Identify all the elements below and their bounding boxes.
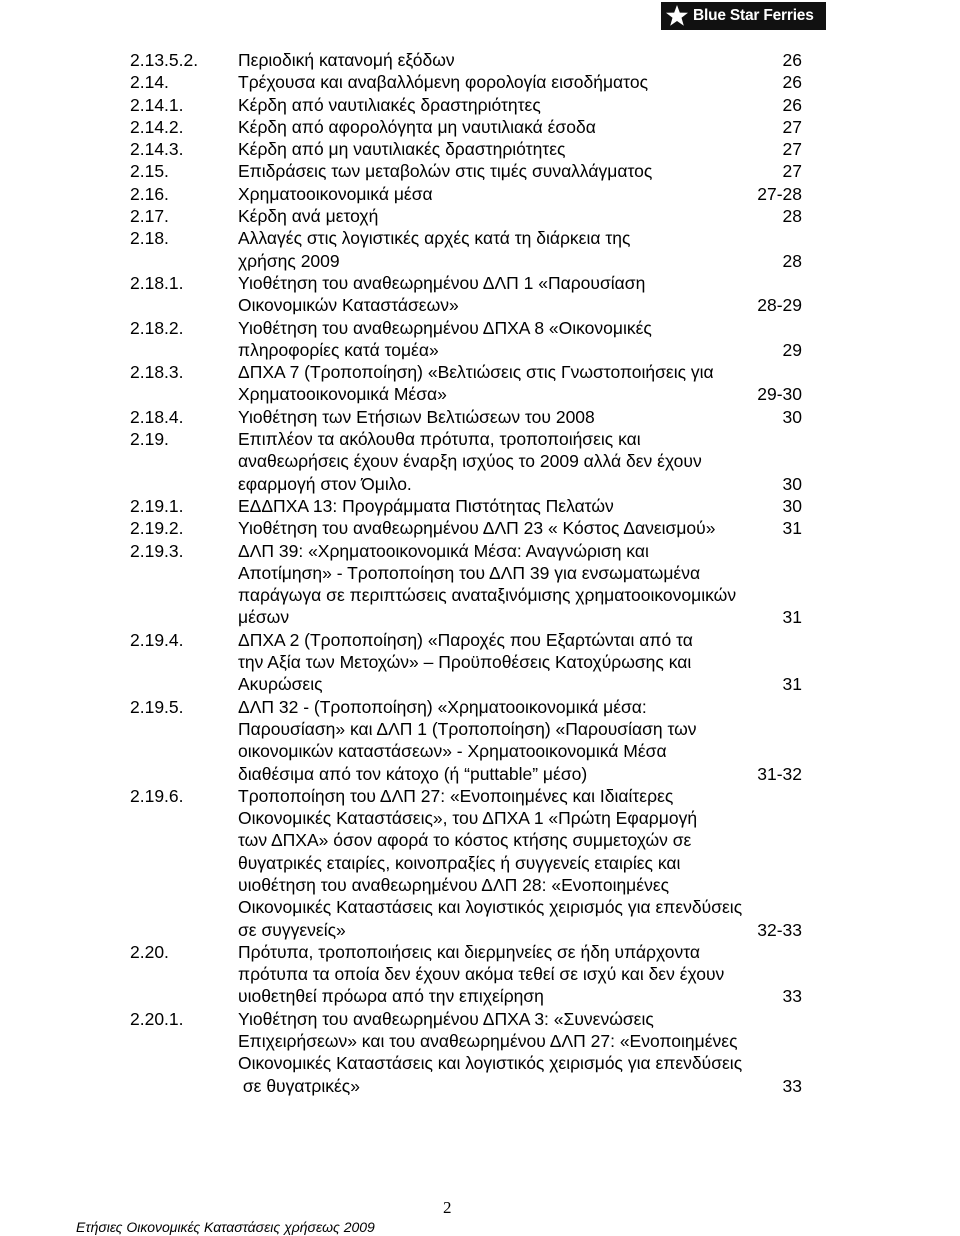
toc-entry-line [238, 606, 802, 628]
toc-entry-line [238, 584, 802, 606]
toc-entry [130, 183, 802, 205]
toc-entry [130, 205, 802, 227]
toc-entry-line [238, 963, 802, 985]
toc-entry-line [238, 1030, 802, 1052]
toc-entry-title: Υιοθέτηση του αναθεωρημένου ΔΛΠ 23 « Κόστος Δανεισμού» [238, 518, 716, 539]
toc-entry-page: 26 [782, 50, 802, 70]
toc-entry-line [238, 874, 802, 896]
toc-entry-line [238, 250, 802, 272]
toc-entry-page: 27 [782, 139, 802, 160]
toc-entry [130, 361, 802, 406]
toc-entry-line [238, 94, 802, 116]
toc-entry-line [238, 450, 802, 472]
toc-entry-line [238, 49, 802, 71]
toc-entry-title: Κέρδη από μη ναυτιλιακές δραστηριότητες [238, 139, 566, 160]
toc-entry-line [238, 227, 802, 249]
toc-entry [130, 317, 802, 362]
toc-entry-page: 31 [782, 674, 802, 695]
toc-entry-title: Οικονομικών Καταστάσεων» [238, 295, 459, 316]
toc-entry-title: υιοθέτηση του αναθεωρημένου ΔΛΠ 28: «Ενοποιημένες [238, 874, 670, 895]
toc-entry-line [238, 205, 802, 227]
toc-entry-body [238, 406, 802, 428]
toc-entry [130, 629, 802, 696]
toc-entry-line [238, 361, 802, 383]
toc-entry-title: υιοθετηθεί πρόωρα από την επιχείρηση [238, 986, 544, 1007]
toc-entry-title: Οικονομικές Καταστάσεις και λογιστικός χειρισμός για επενδύσεις [238, 897, 743, 918]
toc-entry-line [238, 138, 802, 160]
toc-entry-body [238, 160, 802, 182]
toc-entry-number: 2.18.1. [130, 272, 184, 293]
toc-entry-line [238, 785, 802, 807]
toc-entry-page: 33 [782, 986, 802, 1007]
toc-entry-number: 2.19. [130, 429, 169, 450]
toc-entry-number: 2.19.5. [130, 696, 184, 717]
toc-entry-body [238, 317, 802, 362]
toc-entry [130, 696, 802, 785]
toc-entry-title: ΔΛΠ 39: «Χρηματοοικονομικά Μέσα: Αναγνώριση και [238, 540, 649, 561]
toc-entry-number: 2.19.2. [130, 518, 184, 539]
toc-entry-title: παράγωγα σε περιπτώσεις αναταξινόμισης χρηματοοικονομικών [238, 585, 737, 606]
toc-entry-number: 2.13.5.2. [130, 50, 199, 70]
toc-entry-body [238, 94, 802, 116]
toc-entry [130, 406, 802, 428]
toc-entry-body [238, 116, 802, 138]
toc-entry-page: 29-30 [757, 384, 802, 405]
toc-entry-number: 2.19.4. [130, 629, 184, 650]
toc-entry-line [238, 116, 802, 138]
toc-entry [130, 49, 802, 71]
toc-entry [130, 785, 802, 941]
toc-entry-title: Αποτίμηση» - Τροποποίηση του ΔΛΠ 39 για ενσωματωμένα [238, 562, 701, 583]
toc-entry-page: 31 [782, 607, 802, 628]
toc-entry-body [238, 71, 802, 93]
toc-entry-title: Πρότυπα, τροποποιήσεις και διερμηνείες σε ήδη υπάρχοντα [238, 941, 700, 962]
toc-entry-line [238, 71, 802, 93]
toc-entry-title: Χρηματοοικονομικά Μέσα» [238, 384, 447, 405]
toc-entry-body [238, 49, 802, 71]
toc-entry-line [238, 160, 802, 182]
toc-entry-body [238, 227, 802, 272]
toc-entry-title: Επιδράσεις των μεταβολών στις τιμές συναλλάγματος [238, 161, 653, 182]
toc-entry-body [238, 785, 802, 941]
toc-entry [130, 272, 802, 317]
toc-entry-line [238, 294, 802, 316]
toc-entry-number: 2.14.2. [130, 116, 184, 137]
toc-entry-number: 2.19.1. [130, 495, 184, 516]
company-logo [661, 2, 826, 30]
toc-entry [130, 517, 802, 539]
toc-entry-line [238, 473, 802, 495]
toc-entry-line [238, 272, 802, 294]
toc-entry [130, 71, 802, 93]
toc-entry-title: ΔΠΧΑ 2 (Τροποποίηση) «Παροχές που Εξαρτώνται από τα [238, 629, 693, 650]
toc-entry-page: 28-29 [757, 295, 802, 316]
toc-entry-title: Επιχειρήσεων» και του αναθεωρημένου ΔΛΠ 27: «Ενοποιημένες [238, 1031, 738, 1052]
toc-entry-line [238, 896, 802, 918]
toc-entry-title: Οικονομικές Καταστάσεις και λογιστικός χειρισμός για επενδύσεις [238, 1053, 743, 1074]
toc-entry-title: πρότυπα τα οποία δεν έχουν ακόμα τεθεί σε ισχύ και δεν έχουν [238, 964, 725, 985]
toc-entry-body [238, 272, 802, 317]
toc-entry-page: 30 [782, 495, 802, 516]
toc-entry-title: Τρέχουσα και αναβαλλόμενη φορολογία εισοδήματος [238, 72, 649, 93]
toc-entry-title: εφαρμογή στον Όμιλο. [238, 473, 412, 494]
toc-entry-number: 2.14.3. [130, 139, 184, 160]
toc-entry-title: Κέρδη ανά μετοχή [238, 206, 379, 227]
toc-entry-body [238, 941, 802, 1008]
toc-entry-title: Τροποποίηση του ΔΛΠ 27: «Ενοποιημένες και Ιδιαίτερες [238, 785, 674, 806]
toc-entry-title: Χρηματοοικονομικά μέσα [238, 183, 433, 204]
toc-entry-number: 2.18. [130, 228, 169, 249]
toc-entry-page: 33 [782, 1075, 802, 1096]
toc-entry-title: Παρουσίαση» και ΔΛΠ 1 (Τροποποίηση) «Παρουσίαση των [238, 718, 697, 739]
toc-entry-line [238, 495, 802, 517]
toc-entry-body [238, 428, 802, 495]
toc-entry-title: θυγατρικές εταιρίες, κοινοπραξίες ή συγγενείς εταιρίες και [238, 852, 681, 873]
toc-entry-line [238, 763, 802, 785]
toc-entry-title: Υιοθέτηση του αναθεωρημένου ΔΠΧΑ 3: «Συνενώσεις [238, 1008, 654, 1029]
toc-entry-title: Κέρδη από ναυτιλιακές δραστηριότητες [238, 94, 541, 115]
toc-entry-line [238, 985, 802, 1007]
toc-entry-title: ΔΛΠ 32 - (Τροποποίηση) «Χρηματοοικονομικά μέσα: [238, 696, 647, 717]
toc-entry-line [238, 941, 802, 963]
toc-entry-number: 2.15. [130, 161, 169, 182]
toc-entry-line [238, 696, 802, 718]
toc-entry-page: 29 [782, 339, 802, 360]
toc-entry-title: σε συγγενείς» [238, 919, 346, 940]
toc-entry-body [238, 629, 802, 696]
toc-entry-title: Υιοθέτηση των Ετήσιων Βελτιώσεων του 2008 [238, 406, 595, 427]
toc-entry [130, 116, 802, 138]
toc-entry-line [238, 807, 802, 829]
toc-entry-title: ΕΔΔΠΧΑ 13: Προγράμματα Πιστότητας Πελατών [238, 495, 614, 516]
toc-entry-page: 31-32 [757, 763, 802, 784]
toc-entry-number: 2.18.2. [130, 317, 184, 338]
toc-entry-line [238, 740, 802, 762]
toc-entry-line [238, 919, 802, 941]
toc-entry-title: Αλλαγές στις λογιστικές αρχές κατά τη διάρκεια της [238, 228, 631, 249]
toc-entry-line [238, 517, 802, 539]
toc-entry-page: 30 [782, 406, 802, 427]
logo-text: Blue Star Ferries [693, 7, 814, 24]
star-icon [665, 4, 689, 28]
toc-entry [130, 428, 802, 495]
toc-entry-page: 27-28 [757, 183, 802, 204]
toc-entry-line [238, 718, 802, 740]
toc-entry [130, 495, 802, 517]
toc-entry-title: Ακυρώσεις [238, 674, 323, 695]
toc-entry-number: 2.19.6. [130, 785, 184, 806]
toc-entry-title: των ΔΠΧΑ» όσον αφορά το κόστος κτήσης συμμετοχών σε [238, 830, 692, 851]
toc-entry-number: 2.18.4. [130, 406, 184, 427]
toc-entry [130, 94, 802, 116]
footer-title: Ετήσιες Οικονομικές Καταστάσεις χρήσεως 2009 [76, 1219, 375, 1235]
toc-entry-page: 31 [782, 518, 802, 539]
toc-entry-number: 2.14.1. [130, 94, 184, 115]
toc-entry [130, 160, 802, 182]
toc-entry-line [238, 829, 802, 851]
toc-entry-title: Υιοθέτηση του αναθεωρημένου ΔΠΧΑ 8 «Οικονομικές [238, 317, 652, 338]
toc-entry-body [238, 183, 802, 205]
toc-entry-line [238, 852, 802, 874]
toc-entry-title: Υιοθέτηση του αναθεωρημένου ΔΛΠ 1 «Παρουσίαση [238, 272, 646, 293]
toc-entry-body [238, 540, 802, 629]
toc-entry-line [238, 1052, 802, 1074]
toc-entry-page: 28 [782, 206, 802, 227]
toc-entry-line [238, 1008, 802, 1030]
toc-entry-title: οικονομικών καταστάσεων» - Χρηματοοικονομικά Μέσα [238, 741, 667, 762]
toc-entry-line [238, 1075, 802, 1097]
toc-entry [130, 138, 802, 160]
toc-entry-body [238, 495, 802, 517]
toc-entry-body [238, 517, 802, 539]
toc-entry-line [238, 562, 802, 584]
toc-entry-page: 30 [782, 473, 802, 494]
toc-entry-title: Περιοδική κατανομή εξόδων [238, 50, 455, 70]
toc-entry-number: 2.18.3. [130, 362, 184, 383]
toc-entry [130, 540, 802, 629]
toc-entry-title: σε θυγατρικές» [238, 1075, 360, 1096]
toc-entry-title: Επιπλέον τα ακόλουθα πρότυπα, τροποποιήσεις και [238, 429, 641, 450]
toc-entry-line [238, 183, 802, 205]
toc-entry-title: μέσων [238, 607, 290, 628]
toc-entry-title: αναθεωρήσεις έχουν έναρξη ισχύος το 2009 αλλά δεν έχουν [238, 451, 702, 472]
toc-entry-number: 2.19.3. [130, 540, 184, 561]
toc-entry-line [238, 428, 802, 450]
toc-entry-title: πληροφορίες κατά τομέα» [238, 339, 439, 360]
toc-entry-body [238, 205, 802, 227]
toc-entry-title: διαθέσιμα από τον κάτοχο (ή “puttable” μέσο) [238, 763, 588, 784]
toc-entry-line [238, 673, 802, 695]
toc-entry [130, 227, 802, 272]
toc-entry-title: χρήσης 2009 [238, 250, 340, 271]
toc-entry-number: 2.20.1. [130, 1008, 184, 1029]
toc-entry-title: ΔΠΧΑ 7 (Τροποποίηση) «Βελτιώσεις στις Γνωστοποιήσεις για [238, 362, 714, 383]
toc-entry-line [238, 651, 802, 673]
toc-entry-title: την Αξία των Μετοχών» – Προϋποθέσεις Κατοχύρωσης και [238, 652, 692, 673]
toc-entry [130, 941, 802, 1008]
toc-entry-line [238, 317, 802, 339]
page-number: 2 [443, 1198, 452, 1217]
toc-entry-page: 26 [782, 72, 802, 93]
toc-entry [130, 1008, 802, 1097]
toc-entry-title: Οικονομικές Καταστάσεις», του ΔΠΧΑ 1 «Πρώτη Εφαρμογή [238, 808, 698, 829]
toc-entry-body [238, 1008, 802, 1097]
toc-entry-page: 27 [782, 116, 802, 137]
toc-entry-line [238, 540, 802, 562]
toc-entry-line [238, 383, 802, 405]
toc-entry-body [238, 138, 802, 160]
toc-entry-number: 2.14. [130, 72, 169, 93]
toc-entry-number: 2.20. [130, 941, 169, 962]
toc-entry-body [238, 696, 802, 785]
toc-entry-page: 27 [782, 161, 802, 182]
toc-entry-number: 2.16. [130, 183, 169, 204]
toc-entry-line [238, 406, 802, 428]
toc-entry-page: 26 [782, 94, 802, 115]
table-of-contents [130, 49, 802, 1097]
toc-entry-line [238, 629, 802, 651]
toc-entry-page: 32-33 [757, 919, 802, 940]
toc-entry-page: 28 [782, 250, 802, 271]
toc-entry-body [238, 361, 802, 406]
toc-entry-title: Κέρδη από αφορολόγητα μη ναυτιλιακά έσοδα [238, 116, 596, 137]
toc-entry-line [238, 339, 802, 361]
toc-entry-number: 2.17. [130, 206, 169, 227]
